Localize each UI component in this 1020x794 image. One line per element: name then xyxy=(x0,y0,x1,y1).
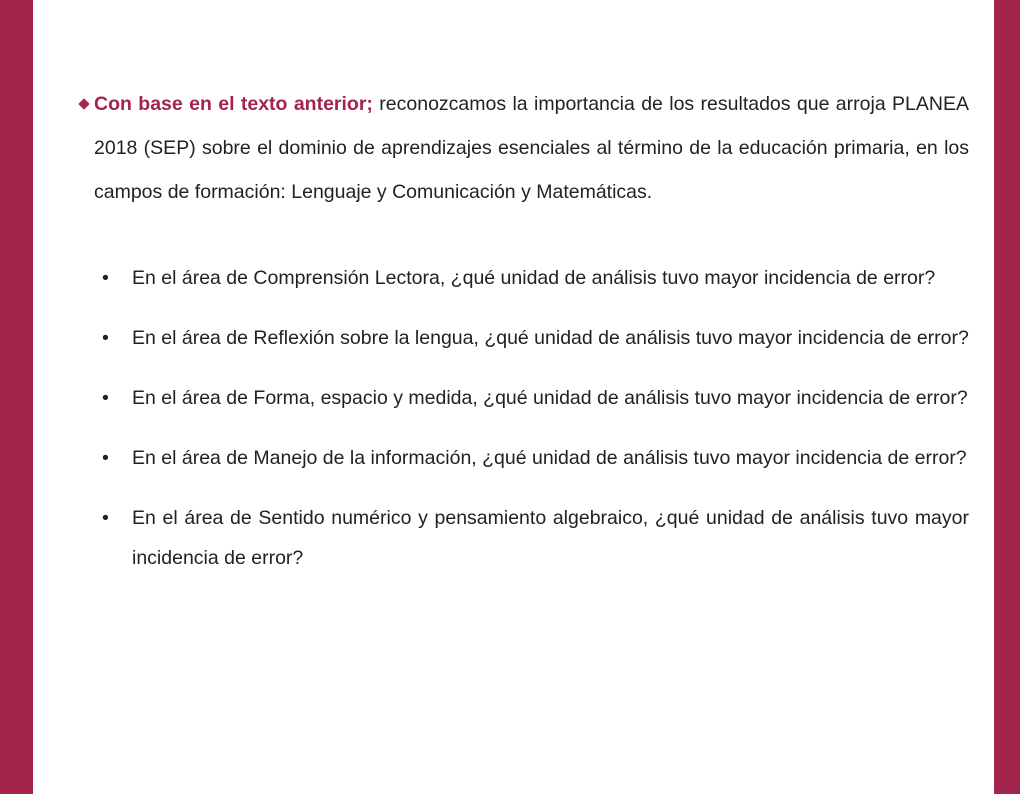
list-item xyxy=(94,498,969,578)
diamond-bullet-icon xyxy=(78,98,89,109)
bullet-icon: • xyxy=(102,267,109,289)
question-text: En el área de Sentido numérico y pensamiento algebraico, ¿qué unidad de análisis tuvo mayor incidencia de error? xyxy=(132,507,969,569)
question-text: En el área de Forma, espacio y medida, ¿qué unidad de análisis tuvo mayor incidencia de error? xyxy=(132,387,968,409)
question-text: En el área de Reflexión sobre la lengua, ¿qué unidad de análisis tuvo mayor incidencia de error? xyxy=(132,327,969,349)
intro-text: reconozcamos la importancia de los resultados que arroja PLANEA 2018 (SEP) sobre el dominio de aprendizajes esenciales al término de la educación primaria, en los campos de formación: Lenguaje y Comunicación y Matemáticas. xyxy=(94,93,969,203)
list-item xyxy=(94,438,969,478)
question-text: En el área de Comprensión Lectora, ¿qué unidad de análisis tuvo mayor incidencia de error? xyxy=(132,267,936,289)
right-accent-bar xyxy=(994,0,1020,794)
intro-paragraph xyxy=(94,82,969,214)
list-item xyxy=(94,258,969,298)
bullet-icon: • xyxy=(102,507,109,529)
question-text: En el área de Manejo de la información, ¿qué unidad de análisis tuvo mayor incidencia de error? xyxy=(132,447,967,469)
list-item xyxy=(94,318,969,358)
bullet-icon: • xyxy=(102,387,109,409)
questions-list xyxy=(94,258,969,598)
intro-bold-text: Con base en el texto anterior; xyxy=(94,93,373,115)
left-accent-bar xyxy=(0,0,33,794)
list-item xyxy=(94,378,969,418)
bullet-icon: • xyxy=(102,447,109,469)
bullet-icon: • xyxy=(102,327,109,349)
